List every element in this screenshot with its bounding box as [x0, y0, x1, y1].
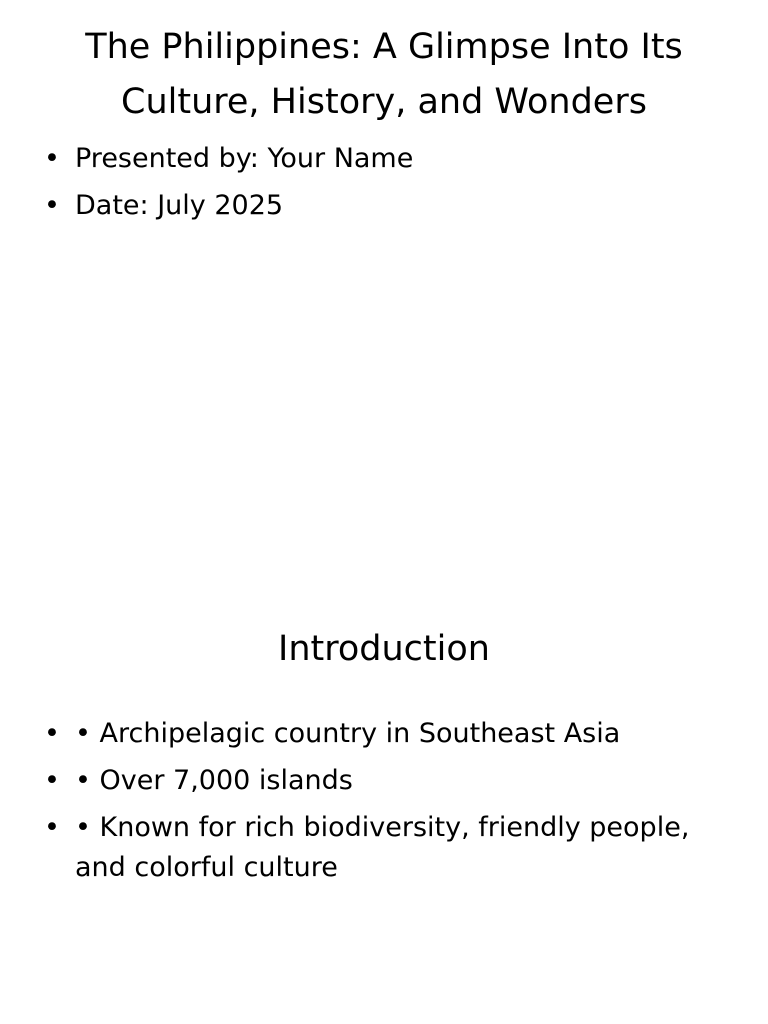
slide-title: The Philippines: A Glimpse Into Its Culture, History, and Wonders	[85, 27, 683, 122]
bullet-text: • Over 7,000 islands	[75, 765, 353, 796]
bullet-icon: •	[44, 812, 60, 843]
bullet-text: Presented by: Your Name	[75, 143, 414, 174]
bullet-item	[44, 714, 724, 754]
bullet-icon: •	[44, 765, 60, 796]
bullet-list	[44, 714, 724, 895]
slide-title: Introduction	[278, 629, 490, 669]
bullet-text: Date: July 2025	[75, 190, 284, 221]
bullet-icon: •	[44, 718, 60, 749]
introduction-slide	[0, 600, 768, 1024]
bullet-item-presenter	[44, 139, 724, 179]
bullet-item	[44, 808, 724, 888]
bullet-text: • Known for rich biodiversity, friendly people, and colorful culture	[75, 812, 690, 883]
bullet-list	[44, 139, 724, 233]
bullet-text: • Archipelagic country in Southeast Asia	[75, 718, 621, 749]
bullet-icon: •	[44, 190, 60, 221]
bullet-icon: •	[44, 143, 60, 174]
bullet-item-date	[44, 186, 724, 226]
bullet-item	[44, 761, 724, 801]
